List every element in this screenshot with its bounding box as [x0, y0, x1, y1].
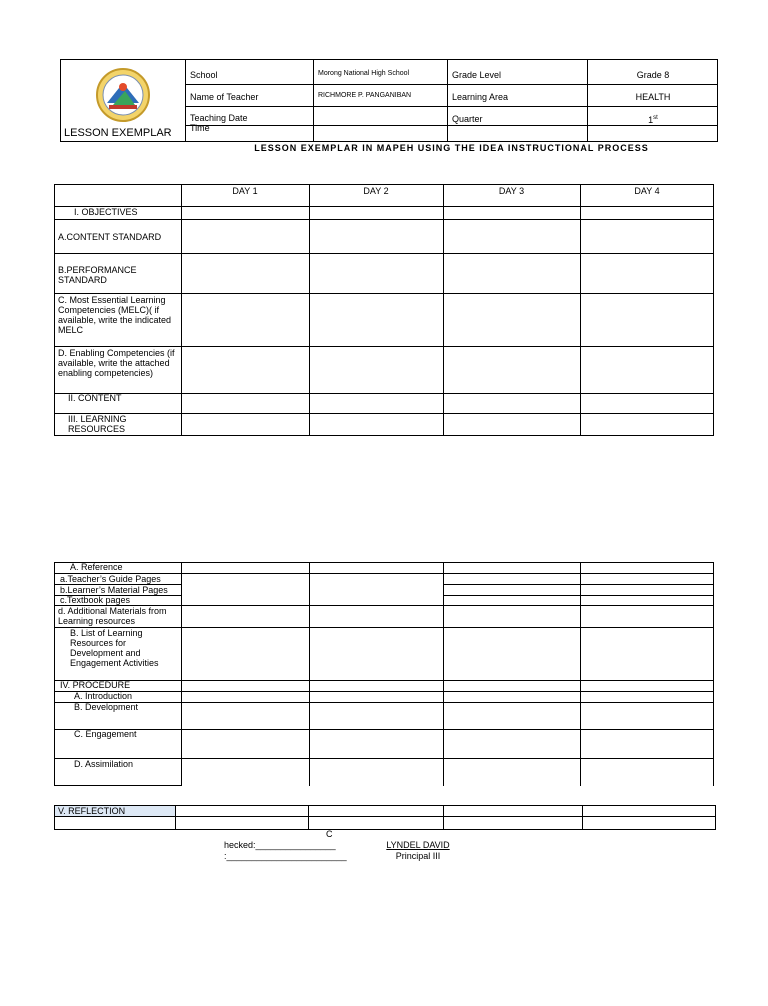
day-1-header: DAY 1 [232, 186, 258, 196]
day-4-header: DAY 4 [634, 186, 660, 196]
checked-c: C [326, 829, 333, 839]
quarter-value [588, 113, 718, 125]
row-additional-materials: d. Additional Materials from Learning resources [58, 606, 167, 626]
row-reference: A. Reference [70, 562, 123, 572]
principal-title: Principal III [395, 851, 441, 861]
row-objectives: I. OBJECTIVES [74, 207, 138, 217]
row-enabling: D. Enabling Competencies (if available, write the attached enabling competencies) [58, 348, 175, 378]
school-seal-logo [95, 67, 151, 123]
lesson-exemplar-label: LESSON EXEMPLAR [64, 127, 172, 139]
row-introduction: A. Introduction [74, 691, 133, 701]
grade-value: Grade 8 [636, 70, 670, 80]
principal-name: LYNDEL DAVID [386, 840, 450, 850]
row-assimilation: D. Assimilation [74, 759, 134, 769]
row-learning-resources: III. LEARNING RESOURCES [68, 414, 127, 434]
checked-line: hecked:________________ [224, 840, 336, 850]
row-teachers-guide: a.Teacher’s Guide Pages [60, 574, 161, 584]
teacher-value: RICHMORE P. PANGANIBAN [318, 92, 412, 99]
school-label: School [190, 70, 218, 80]
quarter-suffix: st [653, 115, 658, 121]
grade-label: Grade Level [452, 70, 502, 80]
day-3-header: DAY 3 [498, 186, 525, 196]
quarter-label: Quarter [452, 114, 483, 124]
subtitle: LESSON EXEMPLAR IN MAPEH USING THE IDEA INSTRUCTIONAL PROCESS [254, 143, 649, 153]
teacher-label: Name of Teacher [190, 92, 259, 102]
row-performance-standard: B.PERFORMANCE STANDARD [58, 265, 137, 285]
time-label: Time [190, 123, 210, 133]
quarter-number: 1 [648, 115, 654, 125]
row-development: B. Development [74, 702, 139, 712]
row-procedure: IV. PROCEDURE [60, 680, 131, 690]
colon-line: :________________________ [224, 851, 347, 861]
area-label: Learning Area [452, 92, 509, 102]
school-value: Morong National High School [318, 70, 410, 77]
row-content-standard: A.CONTENT STANDARD [58, 232, 162, 242]
area-value: HEALTH [635, 92, 671, 102]
row-textbook: c.Textbook pages [60, 595, 131, 605]
row-melc: C. Most Essential Learning Competencies (MELC)( if available, write the indicated MELC [58, 295, 172, 335]
row-reflection: V. REFLECTION [58, 806, 126, 816]
row-list-resources: B. List of Learning Resources for Development and Engagement Activities [70, 628, 159, 668]
row-content: II. CONTENT [68, 393, 122, 403]
row-learners-material: b.Learner’s Material Pages [60, 585, 168, 595]
date-label: Teaching Date [190, 113, 248, 123]
row-engagement: C. Engagement [74, 729, 137, 739]
day-2-header: DAY 2 [363, 186, 389, 196]
